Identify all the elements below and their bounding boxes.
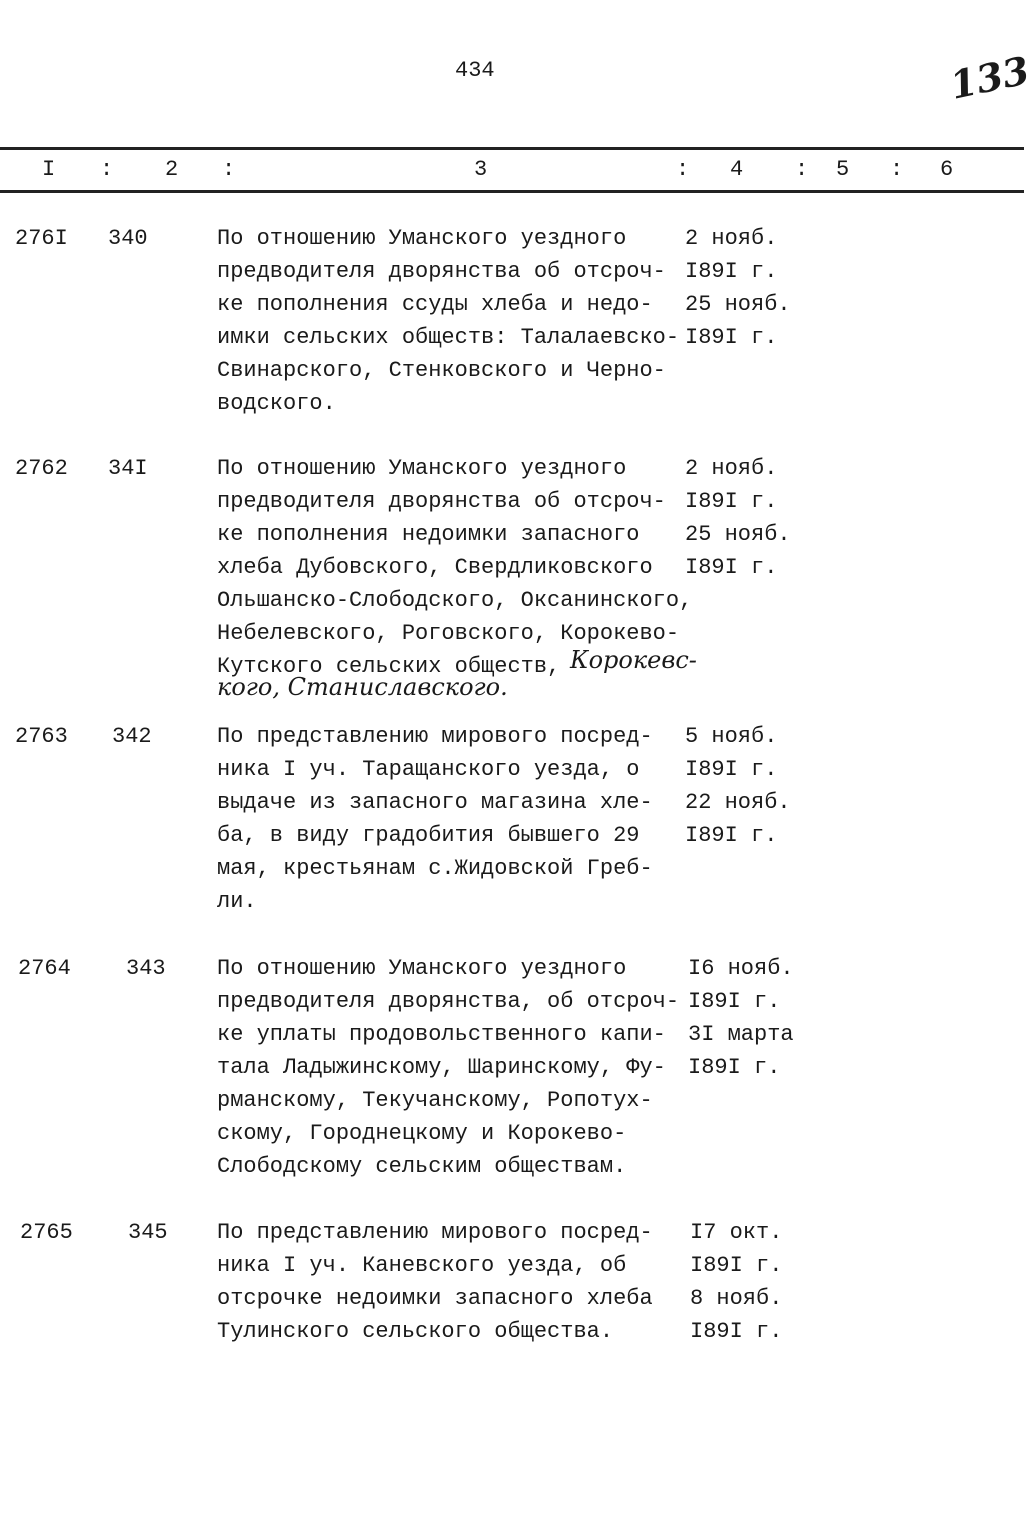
date-line: I89I г. <box>685 757 778 782</box>
column-separator: : <box>222 157 236 182</box>
description-line: По отношению Уманского уездного <box>217 226 627 251</box>
column-header: 2 <box>165 157 179 182</box>
column-header: 3 <box>474 157 488 182</box>
description-line: Слободскому сельским обществам. <box>217 1154 627 1179</box>
entry-number: 2764 <box>18 956 71 981</box>
description-line: ника I уч. Каневского уезда, об <box>217 1253 627 1278</box>
handwritten-sheet-number: 133 <box>946 47 1033 108</box>
description-line: ке уплаты продовольственного капи- <box>217 1022 666 1047</box>
description-line: ли. <box>217 889 257 914</box>
description-line: водского. <box>217 391 336 416</box>
description-line: мая, крестьянам с.Жидовской Греб- <box>217 856 653 881</box>
description-line: Свинарского, Стенковского и Черно- <box>217 358 666 383</box>
column-separator: : <box>890 157 904 182</box>
description-line: ника I уч. Таращанского уезда, о <box>217 757 640 782</box>
date-line: I89I г. <box>685 489 778 514</box>
description-line: ке пополнения недоимки запасного <box>217 522 640 547</box>
page-number: 434 <box>455 58 495 83</box>
date-line: 3I марта <box>688 1022 794 1047</box>
column-header: 5 <box>836 157 850 182</box>
date-line: I89I г. <box>690 1253 783 1278</box>
description-line: По представлению мирового посред- <box>217 1220 653 1245</box>
inventory-number: 340 <box>108 226 148 251</box>
description-line: тала Ладыжинскому, Шаринскому, Фу- <box>217 1055 666 1080</box>
description-line: ке пополнения ссуды хлеба и недо- <box>217 292 653 317</box>
description-line: предводителя дворянства об отсроч- <box>217 259 666 284</box>
description-line: Кутского сельских обществ, <box>217 654 561 679</box>
inventory-number: 345 <box>128 1220 168 1245</box>
date-line: I89I г. <box>685 259 778 284</box>
date-line: I89I г. <box>685 325 778 350</box>
column-separator: : <box>100 157 114 182</box>
description-line: ба, в виду градобития бывшего 29 <box>217 823 640 848</box>
date-line: I89I г. <box>688 989 781 1014</box>
description-line: имки сельских обществ: Талалаевско- <box>217 325 680 350</box>
date-line: 2 нояб. <box>685 456 778 481</box>
description-line: По отношению Уманского уездного <box>217 456 627 481</box>
date-line: I6 нояб. <box>688 956 794 981</box>
date-line: I89I г. <box>690 1319 783 1344</box>
date-line: 8 нояб. <box>690 1286 783 1311</box>
inventory-number: 343 <box>126 956 166 981</box>
description-line: выдаче из запасного магазина хле- <box>217 790 653 815</box>
date-line: 25 нояб. <box>685 522 791 547</box>
date-line: 25 нояб. <box>685 292 791 317</box>
description-line: Тулинского сельского общества. <box>217 1319 614 1344</box>
header-top-rule <box>0 147 1024 150</box>
header-bottom-rule <box>0 190 1024 193</box>
description-line: Небелевского, Роговского, Корокево- <box>217 621 680 646</box>
description-line: отсрочке недоимки запасного хлеба <box>217 1286 653 1311</box>
date-line: 5 нояб. <box>685 724 778 749</box>
description-line: хлеба Дубовского, Свердликовского <box>217 555 653 580</box>
inventory-number: 34I <box>108 456 148 481</box>
date-line: 22 нояб. <box>685 790 791 815</box>
entry-number: 2765 <box>20 1220 73 1245</box>
column-header: 4 <box>730 157 744 182</box>
entry-number: 276I <box>15 226 68 251</box>
description-line: скому, Городнецкому и Корокево- <box>217 1121 627 1146</box>
inventory-number: 342 <box>112 724 152 749</box>
column-separator: : <box>676 157 690 182</box>
date-line: I89I г. <box>685 823 778 848</box>
date-line: I89I г. <box>688 1055 781 1080</box>
handwritten-addition: кого, Станиславского. <box>217 673 508 701</box>
entry-number: 2762 <box>15 456 68 481</box>
description-line: По отношению Уманского уездного <box>217 956 627 981</box>
description-line: Ольшанско-Слободского, Оксанинского, <box>217 588 693 613</box>
column-separator: : <box>795 157 809 182</box>
description-line: По представлению мирового посред- <box>217 724 653 749</box>
handwritten-addition: Корокевс- <box>570 646 697 674</box>
date-line: 2 нояб. <box>685 226 778 251</box>
description-line: рманскому, Текучанскому, Ропотух- <box>217 1088 653 1113</box>
description-line: предводителя дворянства об отсроч- <box>217 489 666 514</box>
description-line: предводителя дворянства, об отсроч- <box>217 989 680 1014</box>
date-line: I89I г. <box>685 555 778 580</box>
date-line: I7 окт. <box>690 1220 783 1245</box>
column-header: 6 <box>940 157 954 182</box>
entry-number: 2763 <box>15 724 68 749</box>
column-header: I <box>42 157 56 182</box>
